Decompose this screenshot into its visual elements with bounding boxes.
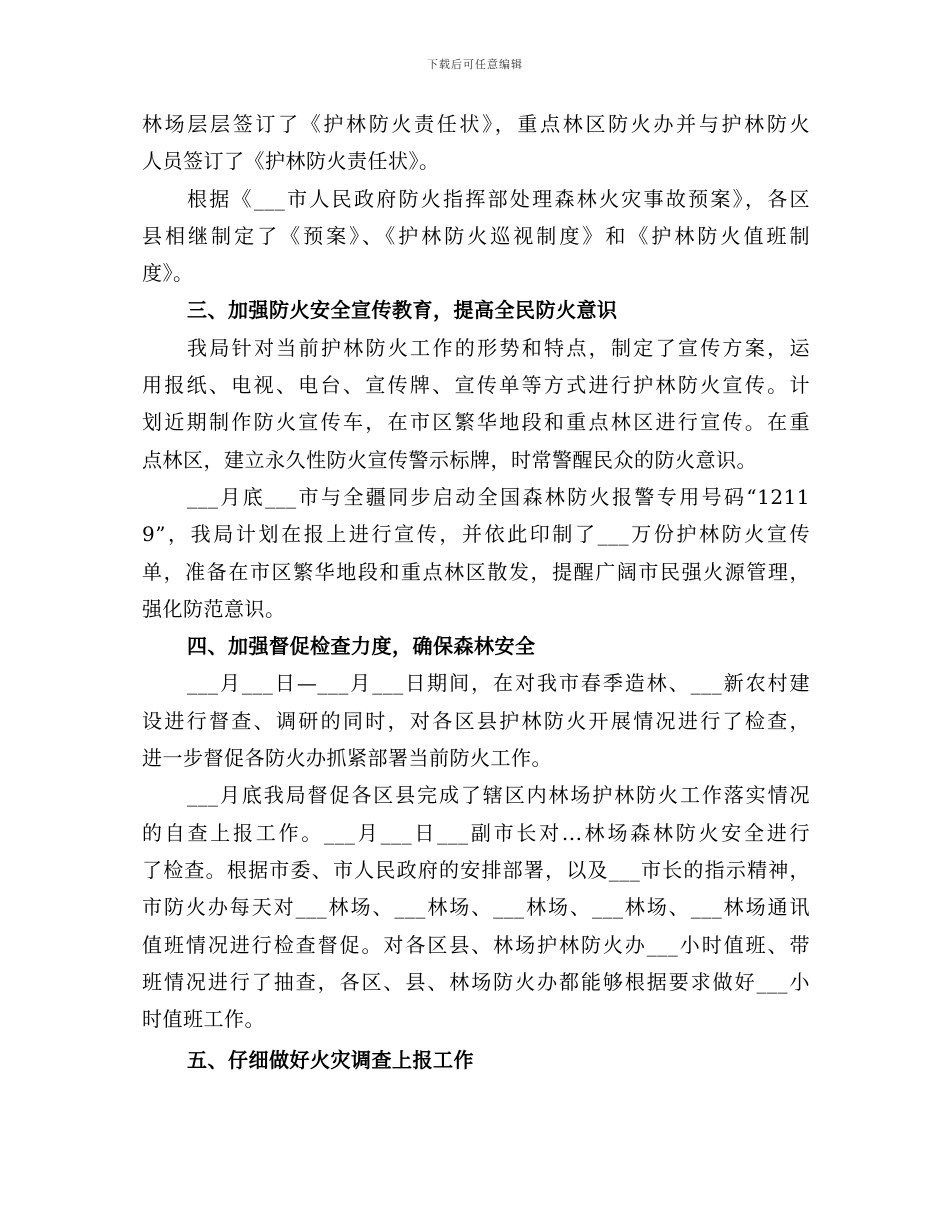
text-line: 县相继制定了《预案》、《护林防火巡视制度》和《护林防火值班制 [142,223,810,248]
text-line: 林场层层签订了《护林防火责任状》，重点林区防火办并与护林防火 [142,112,810,136]
text-line: ___月底我局督促各区县完成了辖区内林场护林防火工作落实情况 [187,783,810,808]
section-heading-text: 四、加强督促检查力度，确保森林安全 [187,634,536,659]
section-heading [142,1042,810,1079]
text-line: 市防火办每天对___林场、___林场、___林场、___林场、___林场通讯 [142,895,810,920]
text-line: 用报纸、电视、电台、宣传牌、宣传单等方式进行护林防火宣传。计 [142,373,810,398]
text-line: 设进行督查、调研的同时，对各区县护林防火开展情况进行了检查， [142,708,810,733]
text-line: 进一步督促各防火办抓紧部署当前防火工作。 [142,746,552,771]
section-heading [142,628,810,665]
paragraph [142,106,810,181]
document-body [142,106,810,1080]
paragraph [142,181,810,293]
paragraph [142,665,810,777]
section-heading-text: 三、加强防火安全宣传教育，提高全民防火意识 [187,298,618,323]
section-heading-text: 五、仔细做好火灾调查上报工作 [187,1048,474,1073]
text-line: 了检查。根据市委、市人民政府的安排部署，以及___市长的指示精神， [142,857,810,882]
section-heading [142,292,810,329]
text-line: 时值班工作。 [142,1007,265,1032]
text-line: 度》。 [142,261,194,286]
text-line: 划近期制作防火宣传车，在市区繁华地段和重点林区进行宣传。在重 [142,410,810,435]
text-line: 值班情况进行检查督促。对各区县、林场护林防火办___小时值班、带 [142,932,810,957]
text-line: 单，准备在市区繁华地段和重点林区散发，提醒广阔市民强火源管理， [142,559,810,584]
text-line: 点林区，建立永久性防火宣传警示标牌，时常警醒民众的防火意识。 [142,447,757,472]
paragraph [142,330,810,479]
text-line: ___月底___市与全疆同步启动全国森林防火报警专用号码“1211 [187,484,810,509]
paragraph [142,479,810,628]
page-header-note: 下载后可任意编辑 [427,58,523,71]
text-line: 人员签订了《护林防火责任状》。 [142,149,440,174]
paragraph [142,777,810,1038]
text-line: 根据《___市人民政府防火指挥部处理森林火灾事故预案》，各区 [187,186,810,211]
text-line: 9”，我局计划在报上进行宣传，并依此印制了___万份护林防火宣传 [142,522,810,547]
text-line: 强化防范意识。 [142,596,286,621]
text-line: 我局针对当前护林防火工作的形势和特点，制定了宣传方案，运 [187,335,810,360]
text-line: 的自查上报工作。___月___日___副市长对...林场森林防火安全进行 [142,820,810,845]
text-line: 班情况进行了抽查，各区、县、林场防火办都能够根据要求做好___小 [142,969,810,994]
text-line: ___月___日—___月___日期间，在对我市春季造林、___新农村建 [187,671,810,696]
